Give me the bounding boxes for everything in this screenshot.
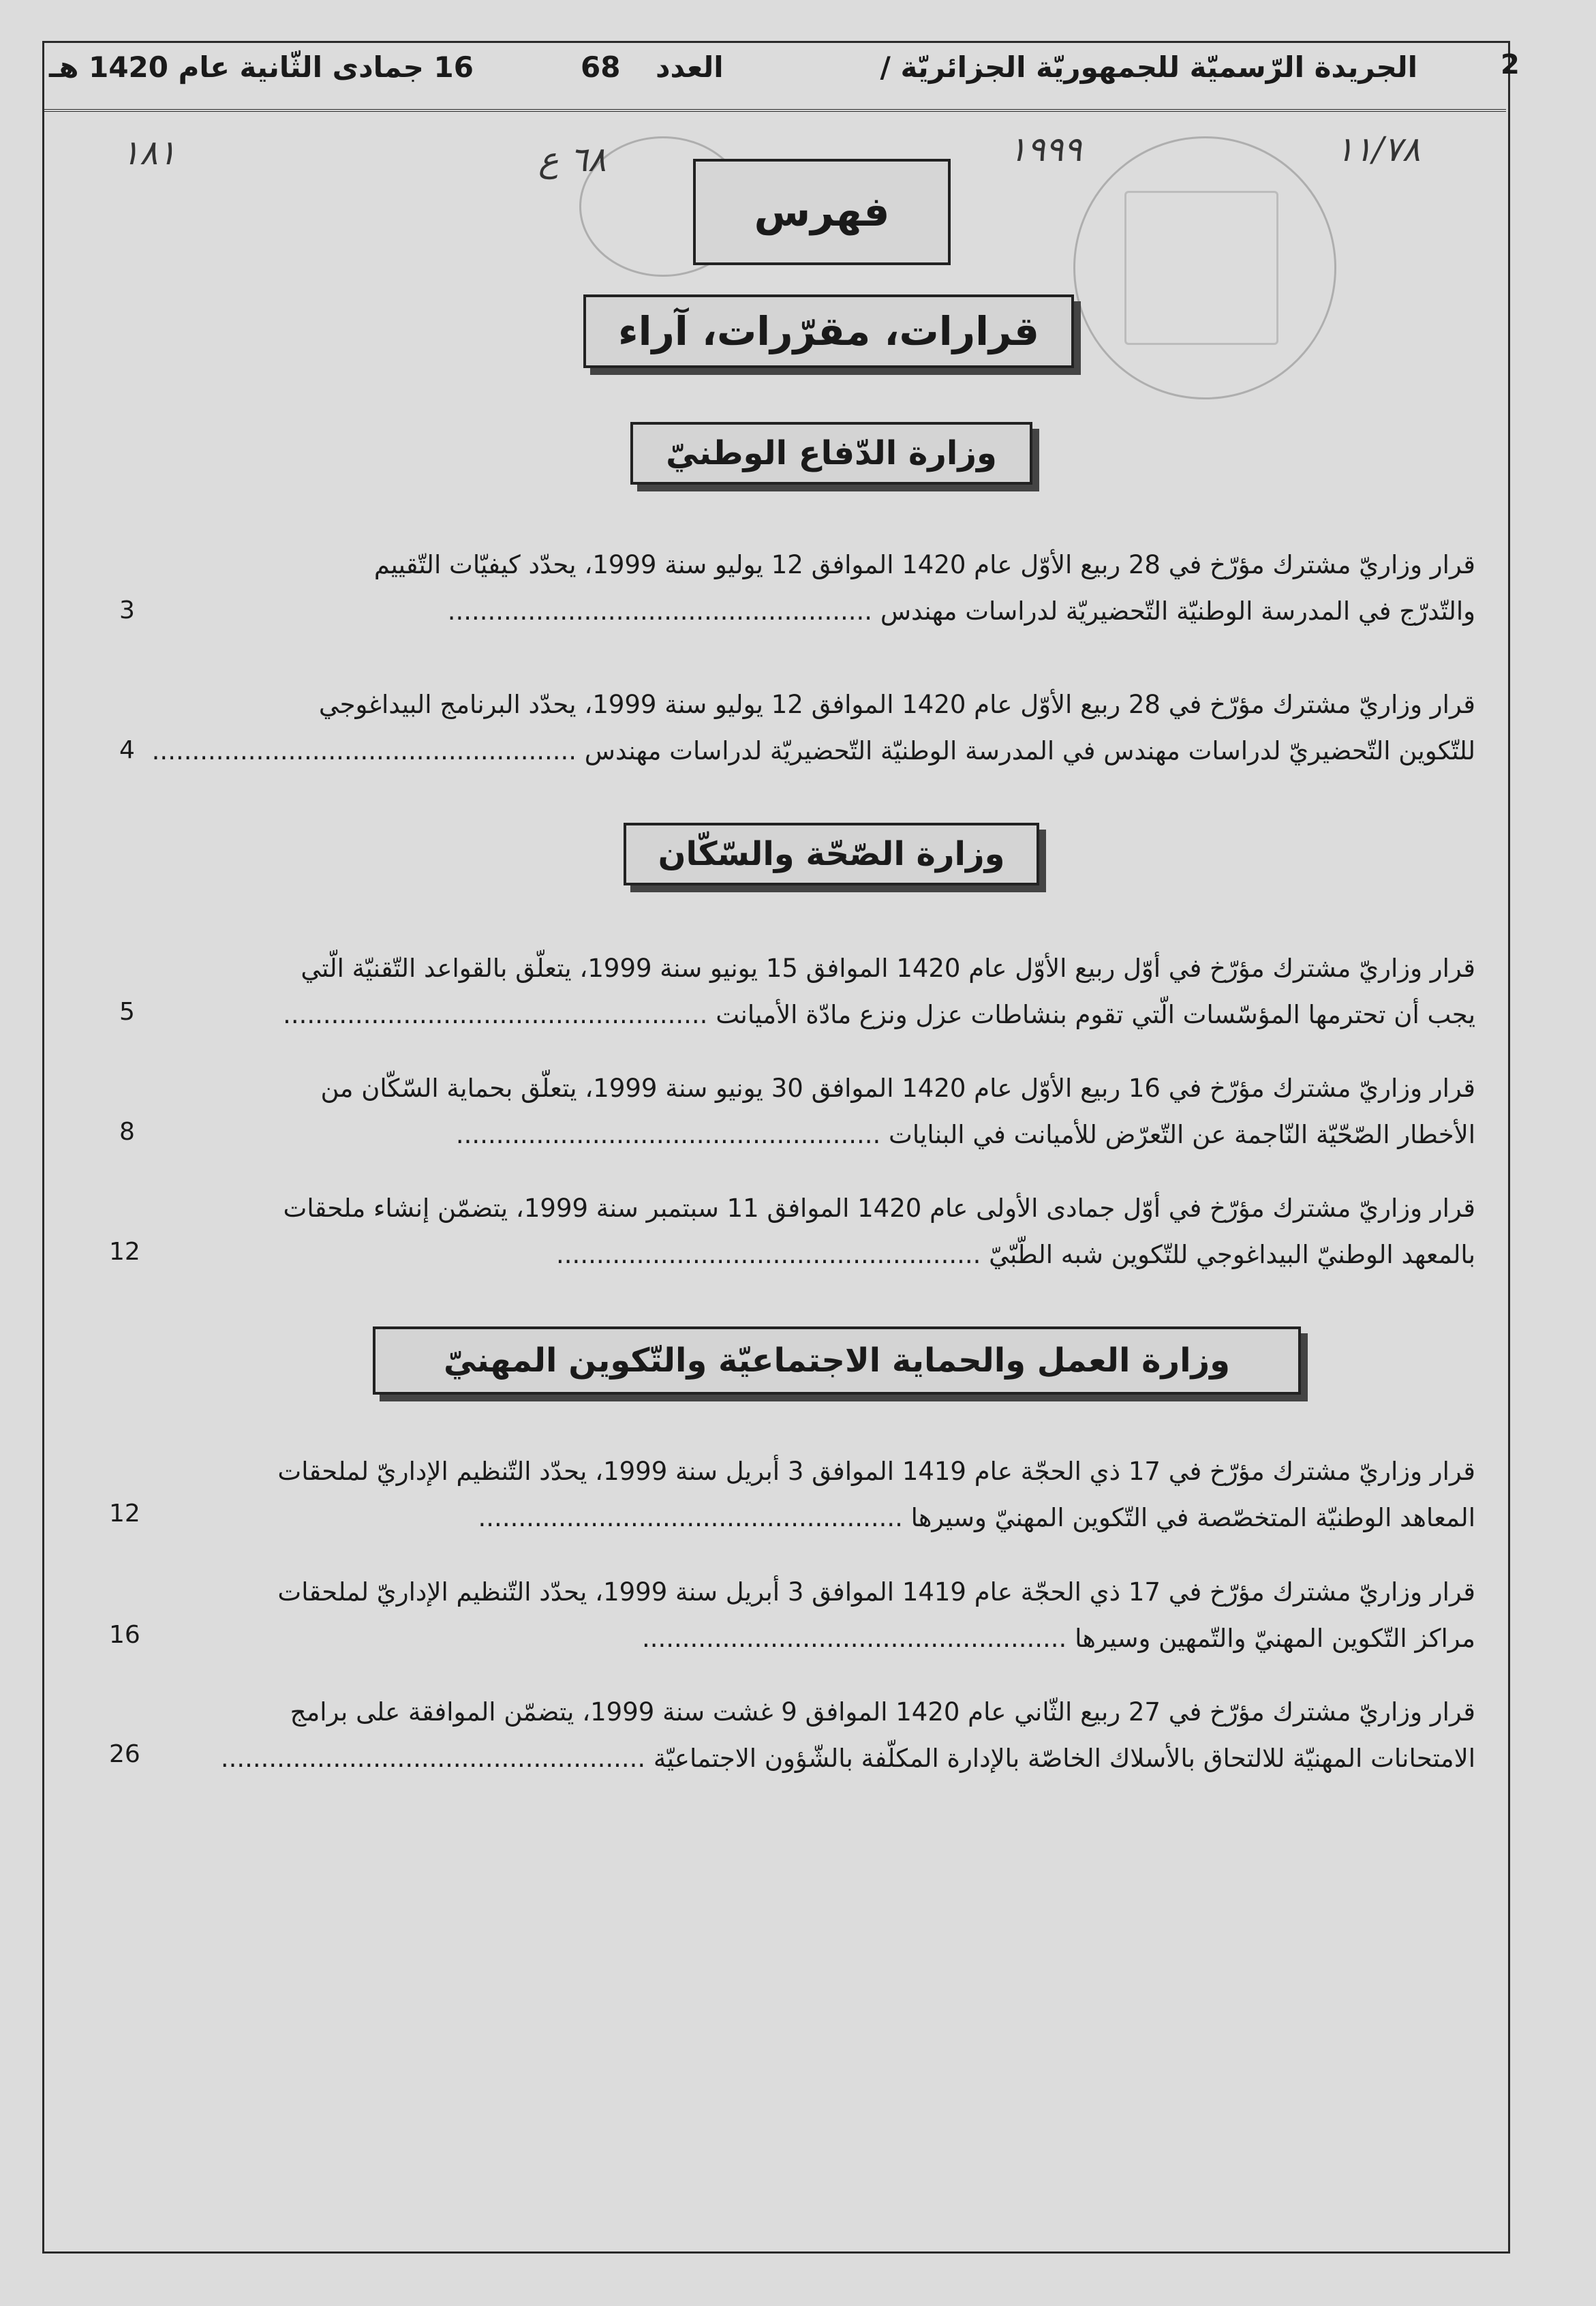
toc-entry[interactable] [116, 1448, 1475, 1541]
entry-line-2: والتّدرّج في المدرسة الوطنيّة التّحضيريّة لدراسات مهندس [880, 596, 1475, 626]
section-heading-health: وزارة الصّحّة والسّكّان [624, 823, 1039, 885]
leader-dots: ..................................................... [220, 1744, 654, 1773]
entry-line-2: الامتحانات المهنيّة للالتحاق بالأسلاك الخاصّة بالإدارة المكلّفة بالشّؤون الاجتماعيّة [653, 1744, 1475, 1773]
leader-dots: ..................................................... [556, 1240, 989, 1269]
entry-page-number: 3 [119, 596, 135, 624]
entry-page-number: 16 [109, 1621, 140, 1649]
toc-entry[interactable] [116, 945, 1475, 1038]
handwritten-note-year: ١٩٩٩ [1009, 130, 1082, 169]
toc-entry[interactable] [116, 1185, 1475, 1278]
page-header [42, 41, 1520, 112]
section-heading-labor: وزارة العمل والحماية الاجتماعيّة والتّكوين المهنيّ [373, 1326, 1301, 1395]
leader-dots: ..................................................... [283, 1000, 716, 1029]
toc-entry[interactable] [116, 1689, 1475, 1782]
toc-entry[interactable] [116, 1569, 1475, 1662]
page-number: 2 [1501, 49, 1520, 80]
entry-line-1: قرار وزاريّ مشترك مؤرّخ في 17 ذي الحجّة عام 1419 الموافق 3 أبريل سنة 1999، يحدّد التّنظيم الإداريّ لملحقات [277, 1577, 1475, 1607]
entry-line-1: قرار وزاريّ مشترك مؤرّخ في 16 ربيع الأوّل عام 1420 الموافق 30 يونيو سنة 1999، يتعلّق بحماية السّكّان من [320, 1074, 1475, 1103]
entry-line-1: قرار وزاريّ مشترك مؤرّخ في 17 ذي الحجّة عام 1419 الموافق 3 أبريل سنة 1999، يحدّد التّنظيم الإداريّ لملحقات [277, 1457, 1475, 1486]
handwritten-note-issue: ٦٨ ع [538, 140, 607, 179]
toc-entry[interactable] [116, 682, 1475, 774]
entry-page-number: 8 [119, 1118, 135, 1146]
toc-entry[interactable] [116, 1065, 1475, 1158]
entry-page-number: 5 [119, 998, 135, 1026]
leader-dots: ..................................................... [447, 596, 880, 626]
index-title: فهرس [693, 159, 951, 265]
entry-line-1: قرار وزاريّ مشترك مؤرّخ في 28 ربيع الأوّل عام 1420 الموافق 12 يوليو سنة 1999، يحدّد كيفيّات التّقييم [373, 550, 1475, 579]
toc-entry[interactable] [116, 542, 1475, 635]
entry-line-2: للتّكوين التّحضيريّ لدراسات مهندس في المدرسة الوطنيّة التّحضيريّة لدراسات مهندس [584, 736, 1475, 765]
stamp-seal-inner-icon [1124, 191, 1278, 345]
entry-line-1: قرار وزاريّ مشترك مؤرّخ في أوّل جمادى الأولى عام 1420 الموافق 11 سبتمبر سنة 1999، يتضمّن إنشاء ملحقات [283, 1194, 1475, 1223]
leader-dots: ..................................................... [455, 1120, 889, 1149]
leader-dots: ..................................................... [151, 736, 585, 765]
entry-line-1: قرار وزاريّ مشترك مؤرّخ في أوّل ربيع الأوّل عام 1420 الموافق 15 يونيو سنة 1999، يتعلّق بالقواعد التّقنيّة الّتي [301, 954, 1475, 983]
entry-line-2: المعاهد الوطنيّة المتخصّصة في التّكوين المهنيّ وسيرها [910, 1503, 1475, 1532]
issue-date: 16 جمادى الثّانية عام 1420 هـ [49, 50, 474, 84]
issue-label: العدد [656, 50, 724, 84]
leader-dots: ..................................................... [478, 1503, 911, 1532]
entry-line-2: يجب أن تحترمها المؤسّسات الّتي تقوم بنشاطات عزل ونزع مادّة الأميانت [716, 1000, 1475, 1029]
entry-page-number: 12 [109, 1238, 140, 1266]
leader-dots: ..................................................... [641, 1624, 1075, 1653]
journal-title: الجريدة الرّسميّة للجمهوريّة الجزائريّة / [880, 50, 1417, 84]
entry-page-number: 12 [109, 1500, 140, 1528]
entry-line-1: قرار وزاريّ مشترك مؤرّخ في 27 ربيع الثّاني عام 1420 الموافق 9 غشت سنة 1999، يتضمّن الموافقة على برامج [290, 1697, 1475, 1727]
entry-line-2: الأخطار الصّحّيّة النّاجمة عن التّعرّض للأميانت في البنايات [889, 1120, 1475, 1149]
issue-number: 68 [581, 50, 621, 84]
handwritten-note-right: ١١/٧٨ [1336, 130, 1421, 169]
handwritten-note-left: ١٨١ [121, 133, 177, 172]
entry-line-2: بالمعهد الوطنيّ البيداغوجي للتّكوين شبه الطّبّيّ [989, 1240, 1475, 1269]
section-main-heading: قرارات، مقرّرات، آراء [583, 294, 1074, 368]
entry-line-2: مراكز التّكوين المهنيّ والتّمهين وسيرها [1075, 1624, 1475, 1653]
entry-page-number: 26 [109, 1740, 140, 1768]
entry-page-number: 4 [119, 736, 135, 764]
entry-line-1: قرار وزاريّ مشترك مؤرّخ في 28 ربيع الأوّل عام 1420 الموافق 12 يوليو سنة 1999، يحدّد البرنامج البيداغوجي [318, 690, 1475, 719]
section-heading-defense: وزارة الدّفاع الوطنيّ [630, 422, 1032, 485]
